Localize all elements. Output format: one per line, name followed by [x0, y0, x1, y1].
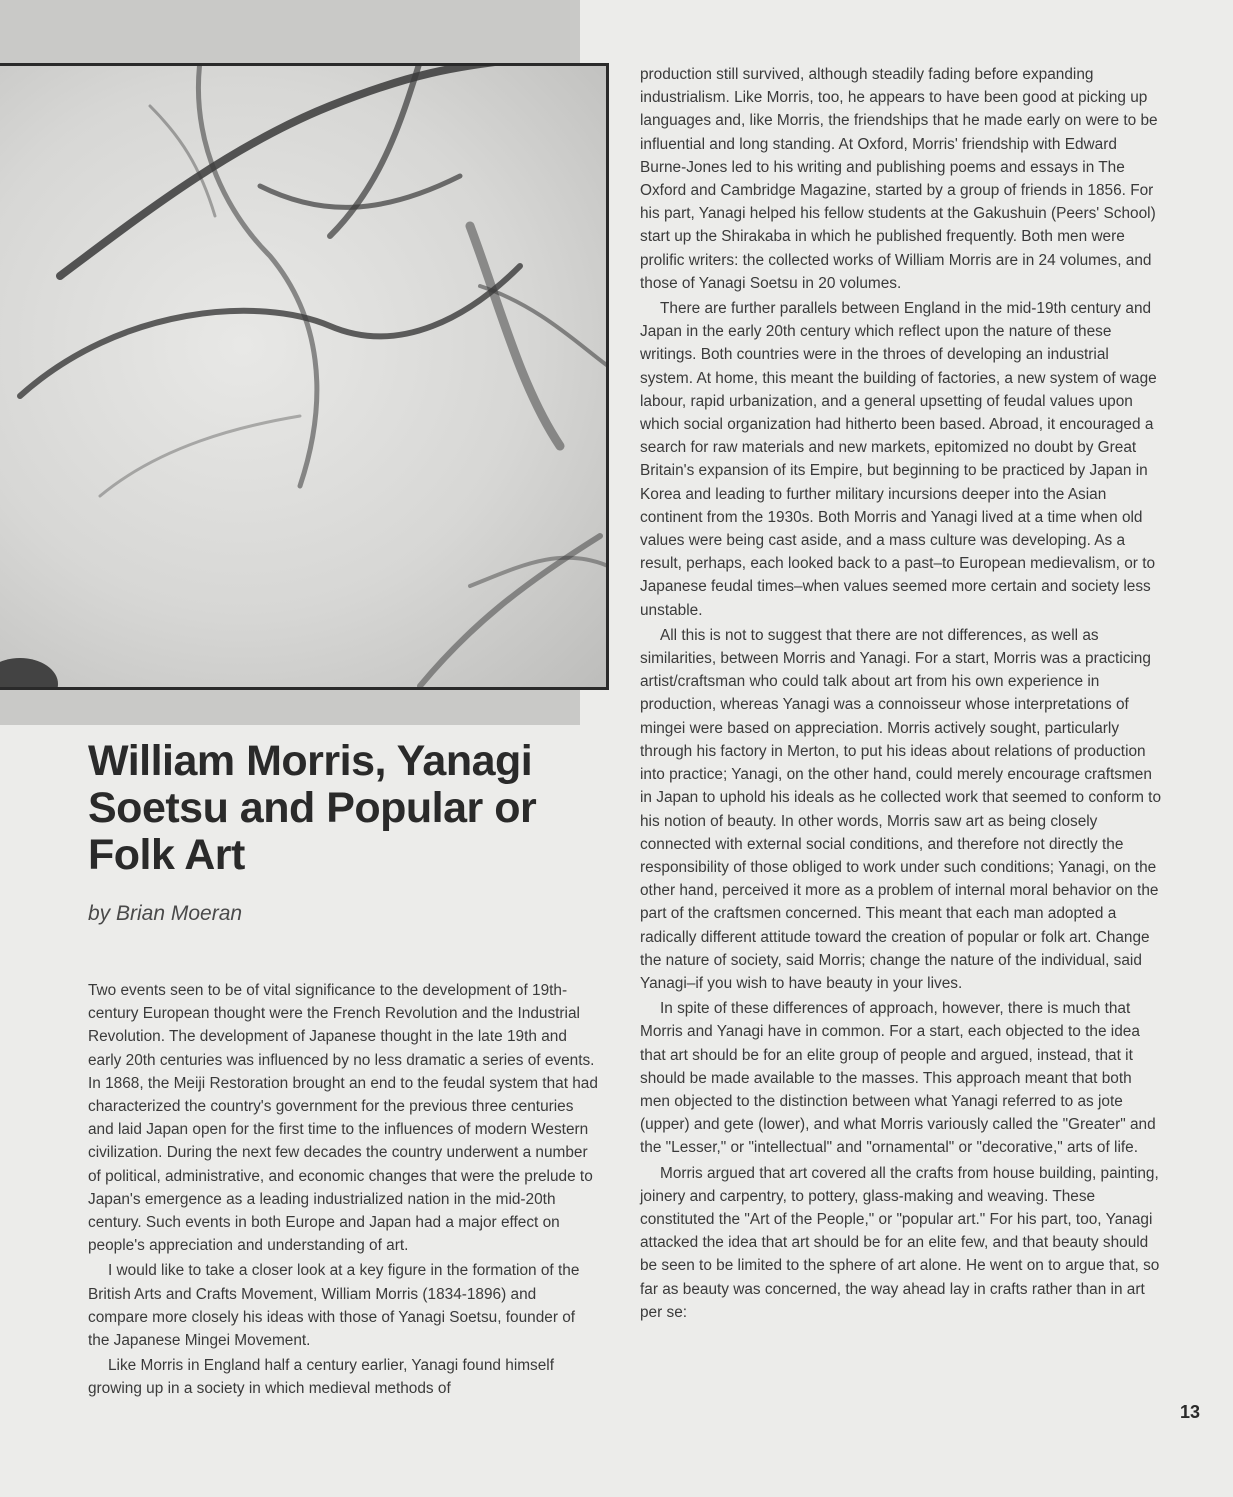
- left-column: [88, 979, 598, 1401]
- article-byline: by Brian Moeran: [88, 902, 243, 925]
- article-photo: [0, 63, 609, 690]
- branch-texture-image: [0, 66, 609, 690]
- paragraph: All this is not to suggest that there are not differences, as well as similarities, between Morris and Yanagi. For a start, Morris was a practicing artist/craftsman who could talk about art from his own experience in production, whereas Yanagi was a connoisseur whose interpretations of mingei were based on appreciation. Morris actively sought, particularly through his factory in Merton, to put his ideas about relations of production into practice; Yanagi, on the other hand, could merely encourage craftsmen in Japan to uphold his ideals as he collected work that seemed to conform to his notion of beauty. In other words, Morris saw art as being closely connected with external social conditions, and therefore not directly the responsibility of those obliged to work under such conditions; Yanagi, on the other hand, perceived it more as a problem of internal moral behavior on the part of the craftsmen concerned. This meant that each man adopted a radically different attitude toward the creation of popular or folk art. Change the nature of society, said Morris; change the nature of the individual, said Yanagi–if you wish to have beauty in your lives.: [640, 626, 1162, 992]
- paragraph: Morris argued that art covered all the crafts from house building, painting, joinery and carpentry, to pottery, glass-making and weaving. These constituted the "Art of the People," or "popular art." For his part, too, Yanagi attacked the idea that art should be for an elite few, and that beauty should be seen to be limited to the sphere of art alone. He went on to argue that, so far as beauty was concerned, the way ahead lay in crafts rather than in art per se:: [640, 1164, 1160, 1321]
- paragraph: In spite of these differences of approach, however, there is much that Morris and Yanagi have in common. For a start, each objected to the idea that art should be for an elite group of people and argued, instead, that it should be made available to the masses. This approach meant that both men objected to the distinction between what Yanagi referred to as jote (upper) and gete (lower), and what Morris variously called the "Greater" and the "Lesser," or "intellectual" and "ornamental" or "decorative," arts of life.: [640, 1000, 1156, 1157]
- paragraph: Like Morris in England half a century earlier, Yanagi found himself growing up in a society in which medieval methods of: [88, 1357, 555, 1398]
- paragraph: There are further parallels between England in the mid-19th century and Japan in the early 20th century which reflect upon the nature of these writings. Both countries were in the throes of developing an industrial system. At home, this meant the building of factories, a new system of wage labour, rapid urbanization, and a general upsetting of feudal values upon which social organization had hitherto been based. Abroad, it encouraged a search for raw materials and new markets, epitomized no doubt by Great Britain's expansion of its Empire, but beginning to be practiced by Japan in Korea and leading to further military incursions deeper into the Asian continent from the 1930s. Both Morris and Yanagi lived at a time when old values were being cast aside, and a mass culture was developing. As a result, perhaps, each looked back to a past–to European medievalism, or to Japanese feudal times–when values seemed more certain and society less unstable.: [640, 300, 1157, 619]
- paragraph: I would like to take a closer look at a key figure in the formation of the British Arts and Crafts Movement, William Morris (1834-1896) and compare more closely his ideas with those of Yanagi Soetsu, founder of the Japanese Mingei Movement.: [88, 1262, 580, 1350]
- article-title: William Morris, Yanagi Soetsu and Popular or Folk Art: [88, 737, 537, 879]
- paragraph: production still survived, although steadily fading before expanding industrialism. Like Morris, too, he appears to have been good at picking up languages and, like Morris, the friendships that he made early on were to be influential and long standing. At Oxford, Morris' friendship with Edward Burne-Jones led to his writing and publishing poems and essays in The Oxford and Cambridge Magazine, started by a group of friends in 1856. For his part, Yanagi helped his fellow students at the Gakushuin (Peers' School) start up the Shirakaba in which he published frequently. Both men were prolific writers: the collected works of William Morris are in 24 volumes, and those of Yanagi Soetsu in 20 volumes.: [640, 66, 1158, 292]
- page-number: 13: [1180, 1402, 1201, 1422]
- right-column: [640, 63, 1162, 1324]
- paragraph: Two events seen to be of vital significance to the development of 19th-century European thought were the French Revolution and the Industrial Revolution. The development of Japanese thought in the late 19th and early 20th centuries was influenced by no less dramatic a series of events. In 1868, the Meiji Restoration brought an end to the feudal system that had characterized the country's government for the previous three centuries and laid Japan open for the first time to the influences of modern Western civilization. During the next few decades the country underwent a number of political, administrative, and economic changes that were the prelude to Japan's emergence as a leading industrialized nation in the mid-20th century. Such events in both Europe and Japan had a major effect on people's appreciation and understanding of art.: [88, 982, 598, 1255]
